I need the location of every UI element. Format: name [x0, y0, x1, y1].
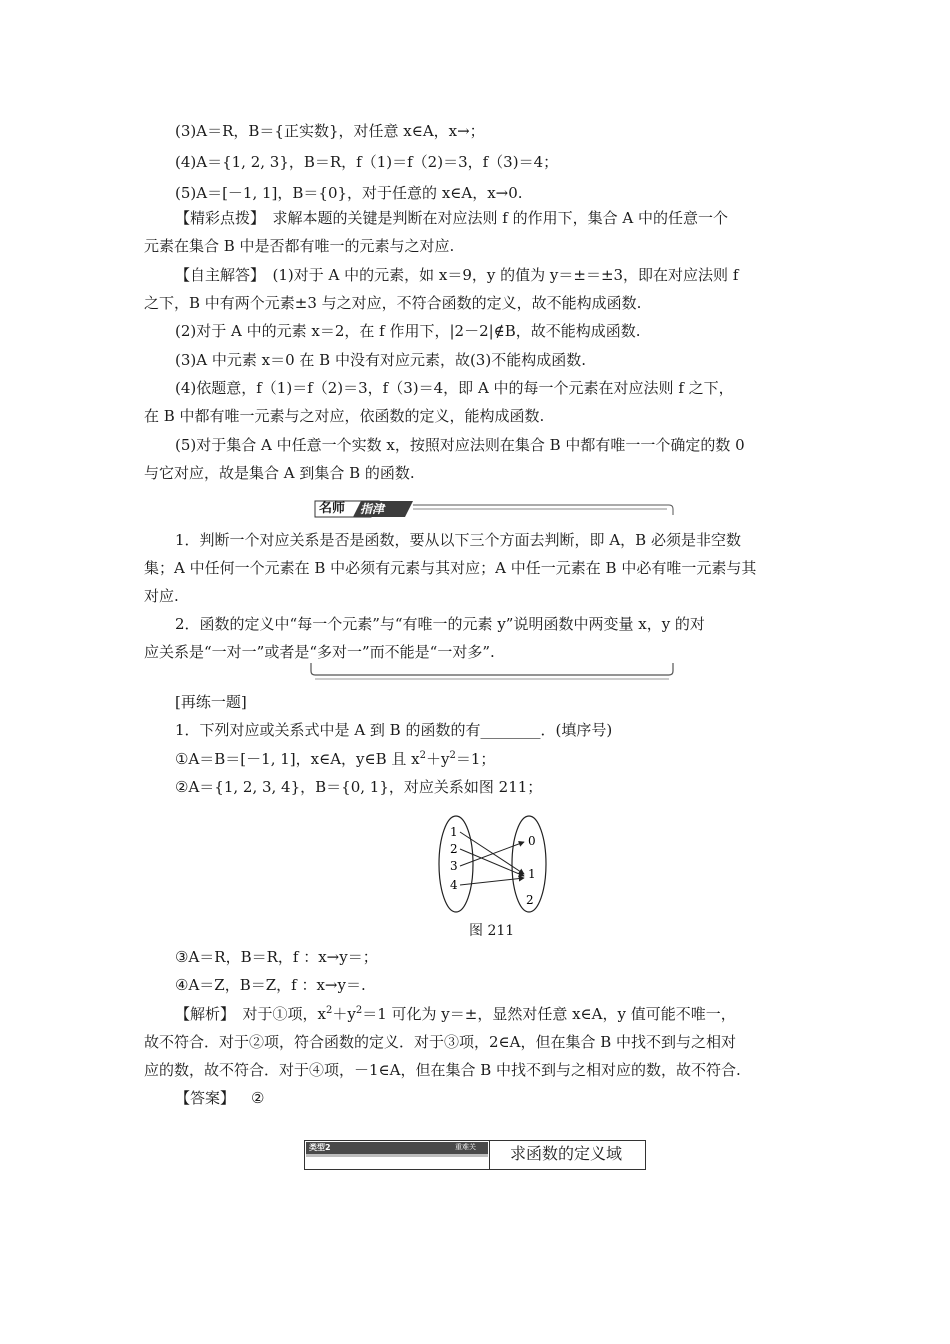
arrow-4-to-1 [460, 878, 524, 885]
tips-line-2: 元素在集合 B 中是否都有唯一的元素与之对应. [144, 237, 455, 255]
teacher-p2-line-a: 2．函数的定义中“每一个元素”与“有唯一的元素 y”说明函数中两变量 x，y 的对 [175, 615, 705, 633]
analysis-line-1: 【解析】 对于①项，$x^2+y^2=1$ 可化为 y＝±，显然对任意 x∈A，y 值可能不唯一， [175, 1005, 736, 1023]
figure-caption: 图 211 [469, 923, 515, 939]
practice-heading: [再练一题] [175, 693, 247, 711]
answer-line [175, 1088, 264, 1108]
analysis-line-2: 故不符合．对于②项，符合函数的定义．对于③项，2∈A，但在集合 B 中找不到与之相对 [144, 1033, 737, 1051]
practice-option-3: ③A＝R，B＝R，f ：x→y＝； [175, 948, 378, 966]
practice-option-2: ②A＝{1, 2, 3, 4}，B＝{0, 1}，对应关系如图 211； [175, 778, 543, 796]
tips-line-1: 【精彩点拨】 求解本题的关键是判断在对应法则 f 的作用下，集合 A 中的任意一个 [175, 209, 728, 227]
solution-line-4b: 在 B 中都有唯一元素与之对应，依函数的定义，能构成函数. [144, 407, 545, 425]
teacher-p2-line-b: 应关系是“一对一”或者是“多对一”而不能是“一对多”. [144, 643, 495, 661]
solution-line-5a: (5)对于集合 A 中任意一个实数 x，按照对应法则在集合 B 中都有唯一一个确定的数 0 [175, 436, 745, 454]
type-tag-right: 重难关 [455, 1143, 476, 1151]
analysis-line-3: 应的数，故不符合．对于④项，－1∈A，但在集合 B 中找不到与之相对应的数，故不符合. [144, 1061, 741, 1079]
teacher-box-title-a: 名师 [319, 501, 346, 516]
example-item-3: (3)A＝R，B＝{正实数}，对任意 x∈A，x→； [175, 122, 485, 140]
set-a-element-2: 2 [450, 842, 458, 856]
teacher-p1-line-c: 对应. [144, 587, 179, 605]
answer-label: 【答案】 [175, 1089, 236, 1107]
set-b-element-0: 0 [528, 834, 536, 848]
example-item-4: (4)A＝{1, 2, 3}，B＝R，f（1)＝f（2)＝3，f（3)＝4； [175, 153, 559, 171]
set-b-element-1: 1 [528, 867, 536, 881]
practice-option-4: ④A＝Z，B＝Z，f ：x→y＝. [175, 976, 366, 994]
solution-line-5b: 与它对应，故是集合 A 到集合 B 的函数. [144, 464, 415, 482]
answer-value: ② [251, 1089, 265, 1107]
practice-question-1: 1．下列对应或关系式中是 A 到 B 的函数的有________．(填序号) [175, 721, 613, 739]
solution-line-1b: 之下，B 中有两个元素±3 与之对应，不符合函数的定义，故不能构成函数. [144, 294, 642, 312]
solution-line-3: (3)A 中元素 x＝0 在 B 中没有对应元素，故(3)不能构成函数. [175, 351, 586, 369]
set-a-element-4: 4 [450, 878, 458, 892]
example-item-5: (5)A＝[－1, 1]，B＝{0}，对于任意的 x∈A，x→0. [175, 184, 523, 202]
solution-line-2: (2)对于 A 中的元素 x＝2，在 f 作用下，|2－2|∉B，故不能构成函数. [175, 322, 641, 340]
practice-option-1: ①A＝B＝[－1, 1]，x∈A，y∈B 且 $x^2+y^2=1$； [175, 750, 496, 768]
type-section-title: 求函数的定义域 [510, 1144, 623, 1163]
set-a-element-1: 1 [450, 825, 458, 839]
solution-line-4a: (4)依题意，f（1)＝f（2)＝3，f（3)＝4，即 A 中的每一个元素在对应法则 f 之下， [175, 379, 734, 397]
set-b-element-2: 2 [526, 893, 534, 907]
teacher-p1-line-b: 集；A 中任何一个元素在 B 中必须有元素与其对应；A 中任一元素在 B 中必有唯一元素与其 [144, 559, 757, 577]
solution-line-1a: 【自主解答】 (1)对于 A 中的元素，如 x＝9，y 的值为 y＝±＝±3，即在对应法则 f [175, 266, 739, 284]
type-tag-label: 类型2 [309, 1143, 331, 1152]
teacher-box-title-b: 指津 [360, 502, 385, 516]
type-section-header [304, 1140, 646, 1170]
teacher-p1-line-a: 1．判断一个对应关系是否是函数，要从以下三个方面去判断，即 A，B 必须是非空数 [175, 531, 741, 549]
mapping-diagram [436, 812, 556, 916]
set-a-element-3: 3 [450, 859, 458, 873]
